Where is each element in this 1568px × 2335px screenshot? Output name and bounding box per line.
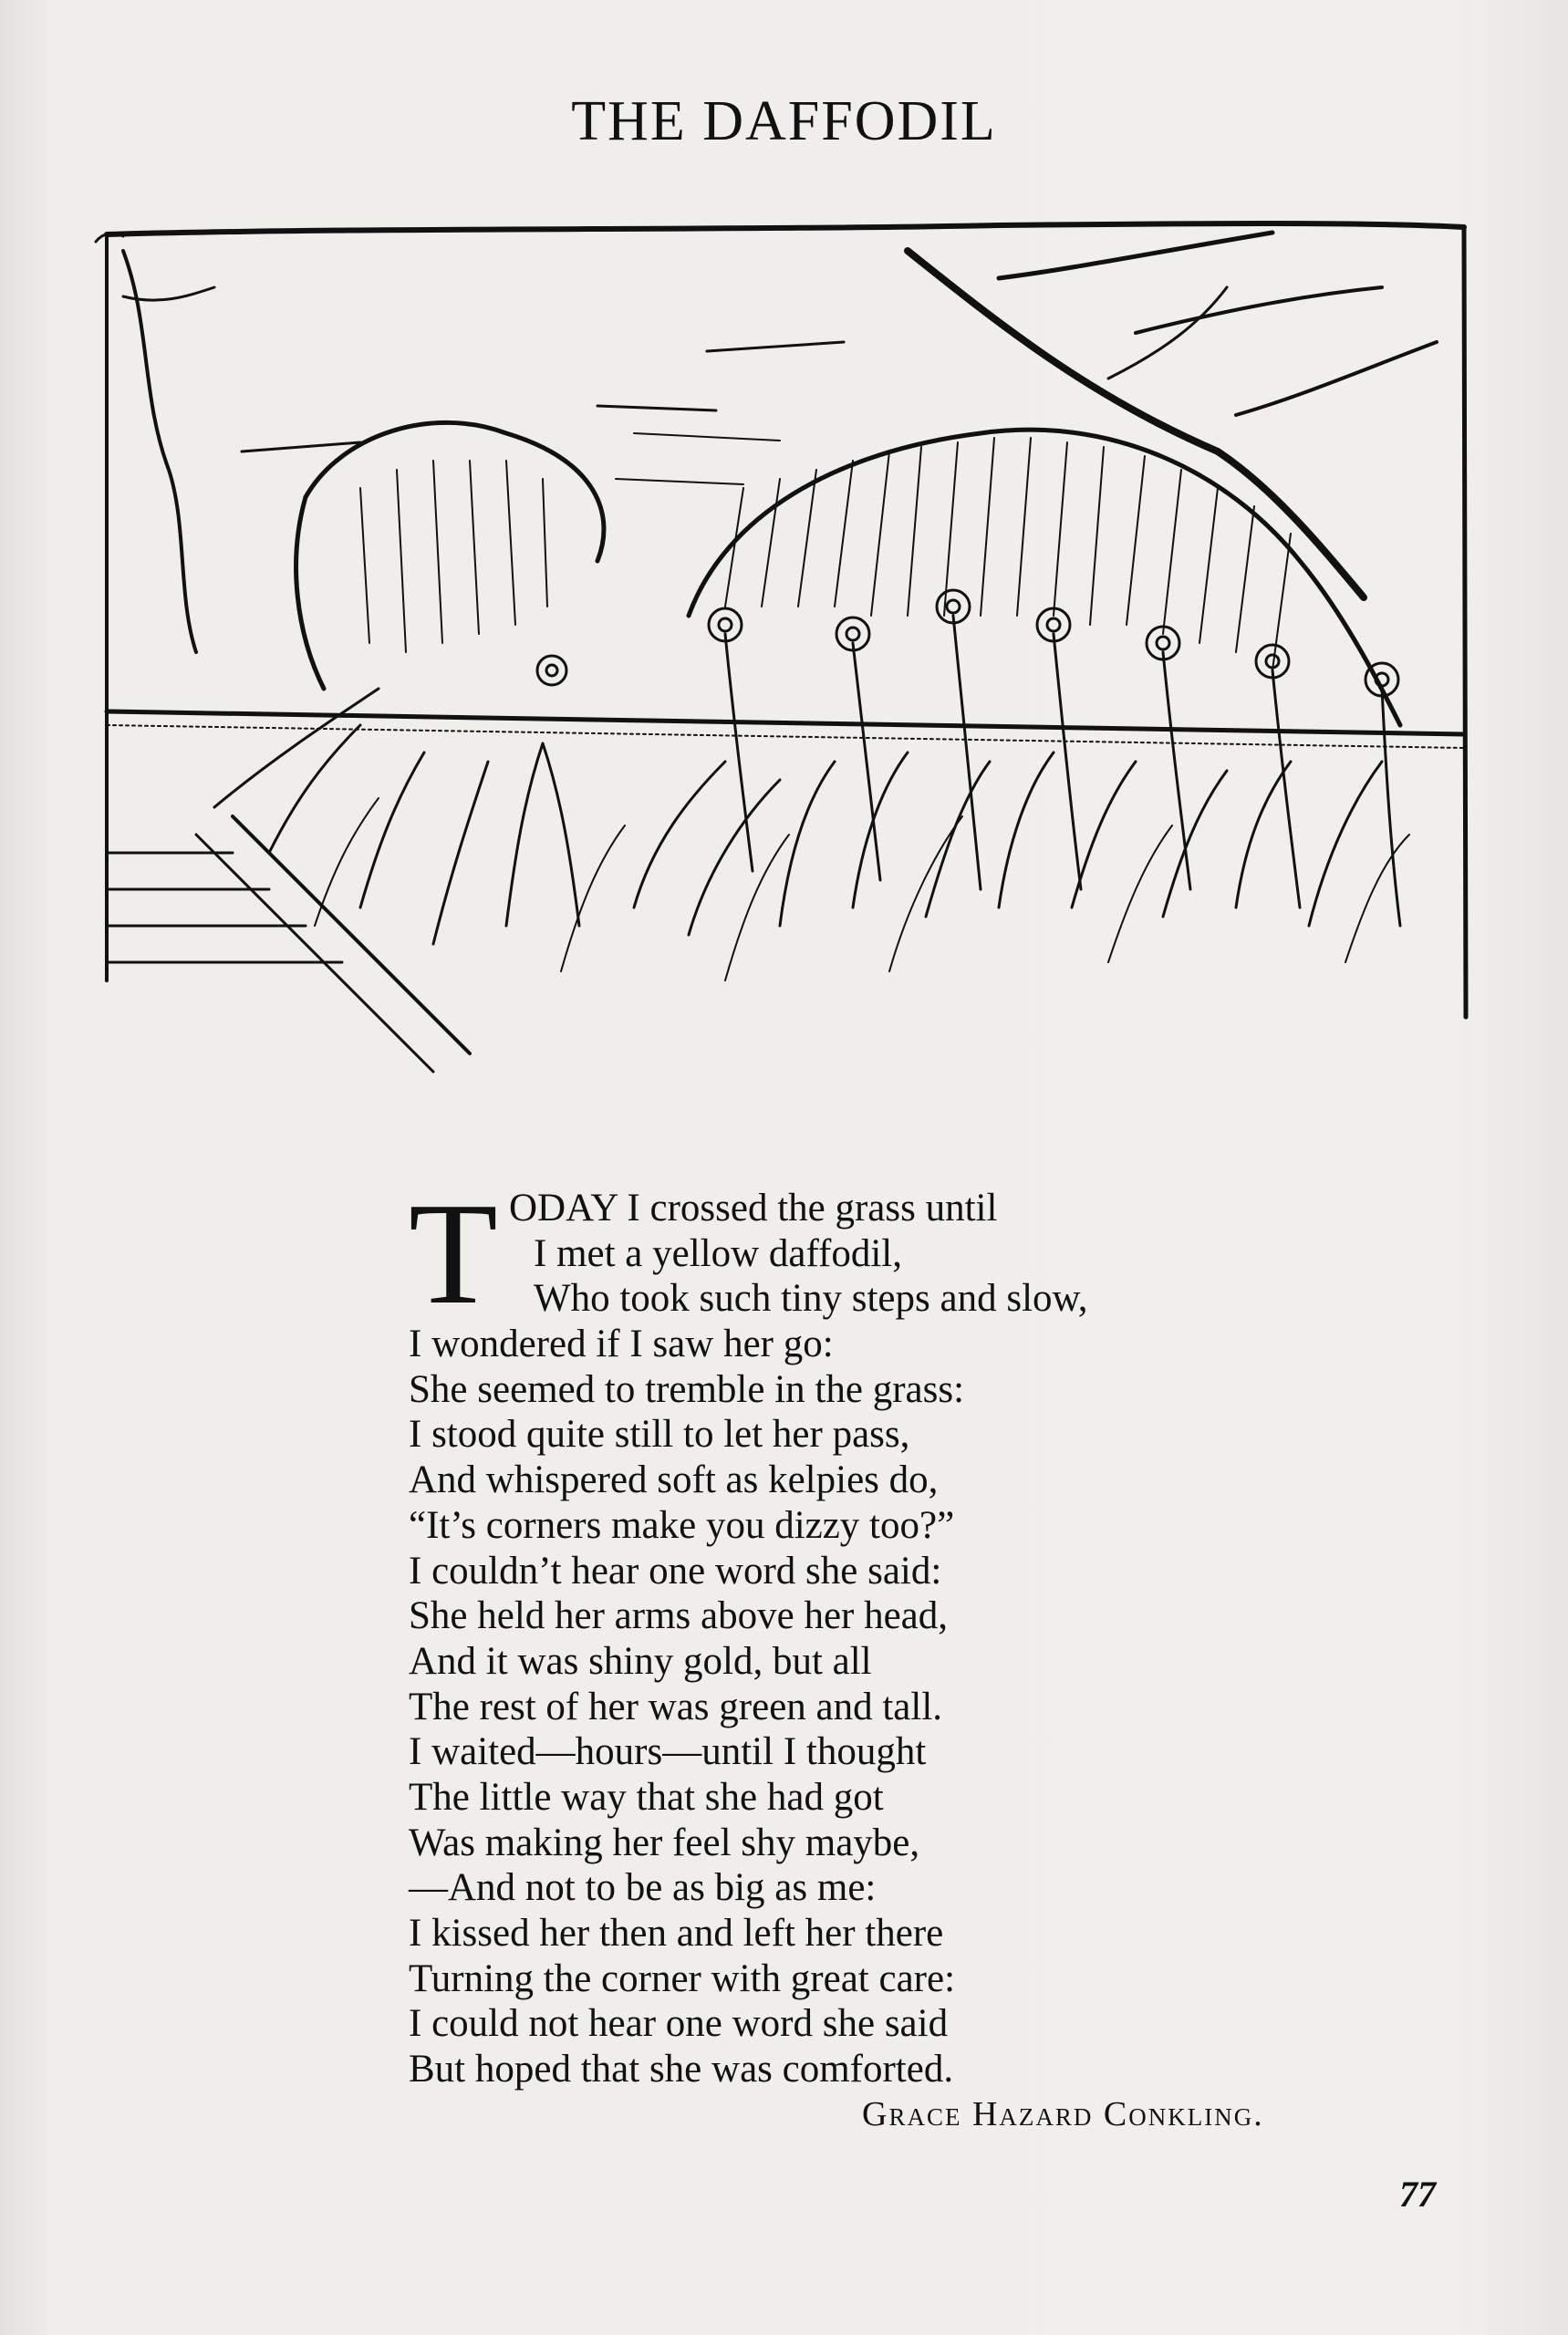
poem-title: THE DAFFODIL [571, 90, 997, 152]
page-number: 77 [1399, 2174, 1436, 2215]
garden-daffodil-illustration [87, 214, 1482, 1126]
poem-line: I could not hear one word she said [409, 2002, 949, 2046]
illustration-drawing [87, 214, 1482, 1126]
poem-line: The rest of her was green and tall. [409, 1685, 943, 1728]
poem-body [409, 1172, 1321, 2092]
poem-line: And whispered soft as kelpies do, [409, 1458, 939, 1502]
poem-line: Turning the corner with great care: [409, 1956, 956, 2000]
poem-line: I kissed her then and left her there [409, 1912, 944, 1955]
poem-line: I waited—hours—until I thought [409, 1730, 927, 1774]
poem-line: The little way that she had got [409, 1775, 884, 1819]
author-attribution: Grace Hazard Conkling. [862, 2095, 1264, 2133]
poem-line: She held her arms above her head, [409, 1594, 949, 1638]
poem-line: Was making her feel shy maybe, [409, 1821, 920, 1864]
poem-line: ODAY I crossed the grass until [509, 1187, 998, 1230]
drop-cap: T [409, 1172, 498, 1334]
poem-line: “It’s corners make you dizzy too?” [409, 1503, 955, 1547]
poem-line: And it was shiny gold, but all [409, 1639, 872, 1683]
poem-line: Who took such tiny steps and slow, [534, 1277, 1088, 1321]
poem-line: I met a yellow daffodil, [534, 1231, 903, 1275]
poem-line: But hoped that she was comforted. [409, 2048, 954, 2091]
poem-line: I wondered if I saw her go: [409, 1323, 834, 1366]
poem-line: —And not to be as big as me: [409, 1866, 877, 1910]
poem-line: She seemed to tremble in the grass: [409, 1367, 965, 1411]
poem-line: I stood quite still to let her pass, [409, 1413, 910, 1457]
poem-line: I couldn’t hear one word she said: [409, 1549, 942, 1593]
